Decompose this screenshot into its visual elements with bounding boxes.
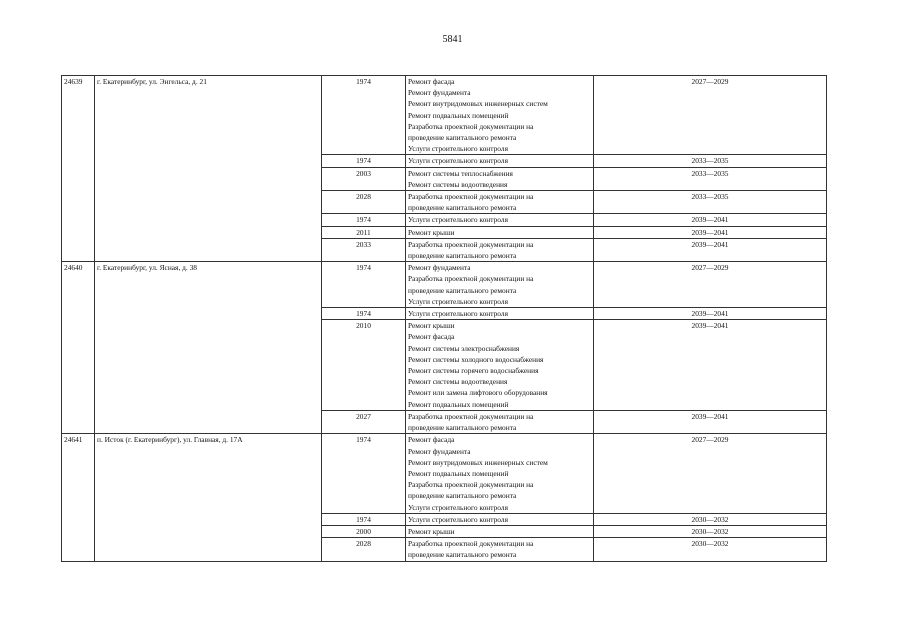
work-item: Ремонт подвальных помещений: [408, 110, 509, 120]
year-cell: 1974: [322, 155, 406, 167]
building-id: 24639: [62, 76, 95, 262]
work-item: Разработка проектной документации на: [408, 274, 534, 284]
works-cell: [406, 538, 594, 561]
period-cell: 2027—2029: [594, 434, 827, 513]
work-item: проведение капитального ремонта: [408, 251, 517, 261]
period-cell: 2039—2041: [594, 410, 827, 433]
period-cell: 2039—2041: [594, 226, 827, 238]
works-cell: [406, 155, 594, 167]
period-cell: 2039—2041: [594, 320, 827, 411]
works-cell: [406, 76, 594, 155]
work-item: проведение капитального ремонта: [408, 550, 517, 560]
table-row: [62, 434, 827, 513]
period-cell: 2039—2041: [594, 214, 827, 226]
work-item: Ремонт системы водоотведения: [408, 377, 508, 387]
building-address: г. Екатеринбург, ул. Энгельса, д. 21: [95, 76, 322, 262]
period-cell: 2027—2029: [594, 76, 827, 155]
period-cell: 2039—2041: [594, 238, 827, 261]
work-item: Разработка проектной документации на: [408, 411, 534, 421]
work-item: Услуги строительного контроля: [408, 296, 508, 306]
year-cell: 2028: [322, 191, 406, 214]
period-cell: 2030—2032: [594, 513, 827, 525]
works-cell: [406, 308, 594, 320]
work-item: Разработка проектной документации на: [408, 121, 534, 131]
year-cell: 1974: [322, 262, 406, 308]
work-item: проведение капитального ремонта: [408, 133, 517, 143]
year-cell: 1974: [322, 76, 406, 155]
period-cell: 2033—2035: [594, 155, 827, 167]
year-cell: 1974: [322, 214, 406, 226]
year-cell: 1974: [322, 434, 406, 513]
building-address: г. Екатеринбург, ул. Ясная, д. 38: [95, 262, 322, 434]
work-item: Ремонт системы теплоснабжения: [408, 168, 513, 178]
works-cell: [406, 214, 594, 226]
year-cell: 2000: [322, 525, 406, 537]
work-item: Разработка проектной документации на: [408, 192, 534, 202]
work-item: Услуги строительного контроля: [408, 156, 508, 166]
repair-schedule-body: [62, 76, 827, 562]
period-cell: 2033—2035: [594, 167, 827, 190]
work-item: Разработка проектной документации на: [408, 239, 534, 249]
building-address: п. Исток (г. Екатеринбург), ул. Главная, д. 17А: [95, 434, 322, 561]
work-item: Услуги строительного контроля: [408, 144, 508, 154]
year-cell: 2010: [322, 320, 406, 411]
period-cell: 2033—2035: [594, 191, 827, 214]
work-item: Ремонт системы горячего водоснабжения: [408, 366, 539, 376]
work-item: Ремонт системы холодного водоснабжения: [408, 354, 544, 364]
building-id: 24640: [62, 262, 95, 434]
year-cell: 2011: [322, 226, 406, 238]
work-item: Ремонт крыши: [408, 321, 455, 331]
work-item: Ремонт фасада: [408, 435, 455, 445]
work-item: Разработка проектной документации на: [408, 539, 534, 549]
year-cell: 1974: [322, 513, 406, 525]
year-cell: 2003: [322, 167, 406, 190]
works-cell: [406, 226, 594, 238]
works-cell: [406, 191, 594, 214]
year-cell: 2028: [322, 538, 406, 561]
table-row: [62, 76, 827, 155]
work-item: Услуги строительного контроля: [408, 502, 508, 512]
work-item: Услуги строительного контроля: [408, 215, 508, 225]
period-cell: 2030—2032: [594, 538, 827, 561]
work-item: Ремонт внутридомовых инженерных систем: [408, 457, 548, 467]
building-id: 24641: [62, 434, 95, 561]
work-item: проведение капитального ремонта: [408, 285, 517, 295]
works-cell: [406, 238, 594, 261]
work-item: Услуги строительного контроля: [408, 514, 508, 524]
period-cell: 2027—2029: [594, 262, 827, 308]
work-item: проведение капитального ремонта: [408, 423, 517, 433]
works-cell: [406, 410, 594, 433]
work-item: Разработка проектной документации на: [408, 480, 534, 490]
work-item: Ремонт подвальных помещений: [408, 468, 509, 478]
work-item: Ремонт подвальных помещений: [408, 399, 509, 409]
work-item: Ремонт крыши: [408, 227, 455, 237]
year-cell: 1974: [322, 308, 406, 320]
work-item: Ремонт крыши: [408, 526, 455, 536]
page-number: 5841: [442, 34, 463, 45]
repair-schedule-table: [61, 75, 827, 562]
work-item: проведение капитального ремонта: [408, 491, 517, 501]
work-item: Ремонт фундамента: [408, 263, 471, 273]
work-item: Ремонт фундамента: [408, 88, 471, 98]
work-item: Ремонт или замена лифтового оборудования: [408, 388, 548, 398]
work-item: Ремонт системы водоотведения: [408, 179, 508, 189]
work-item: Ремонт фасада: [408, 332, 455, 342]
works-cell: [406, 434, 594, 513]
works-cell: [406, 525, 594, 537]
works-cell: [406, 513, 594, 525]
period-cell: 2030—2032: [594, 525, 827, 537]
works-cell: [406, 167, 594, 190]
table-row: [62, 262, 827, 308]
work-item: Ремонт внутридомовых инженерных систем: [408, 99, 548, 109]
year-cell: 2033: [322, 238, 406, 261]
year-cell: 2027: [322, 410, 406, 433]
period-cell: 2039—2041: [594, 308, 827, 320]
work-item: проведение капитального ремонта: [408, 203, 517, 213]
work-item: Услуги строительного контроля: [408, 309, 508, 319]
work-item: Ремонт фундамента: [408, 446, 471, 456]
work-item: Ремонт фасада: [408, 77, 455, 86]
works-cell: [406, 262, 594, 308]
work-item: Ремонт системы электроснабжения: [408, 343, 520, 353]
works-cell: [406, 320, 594, 411]
